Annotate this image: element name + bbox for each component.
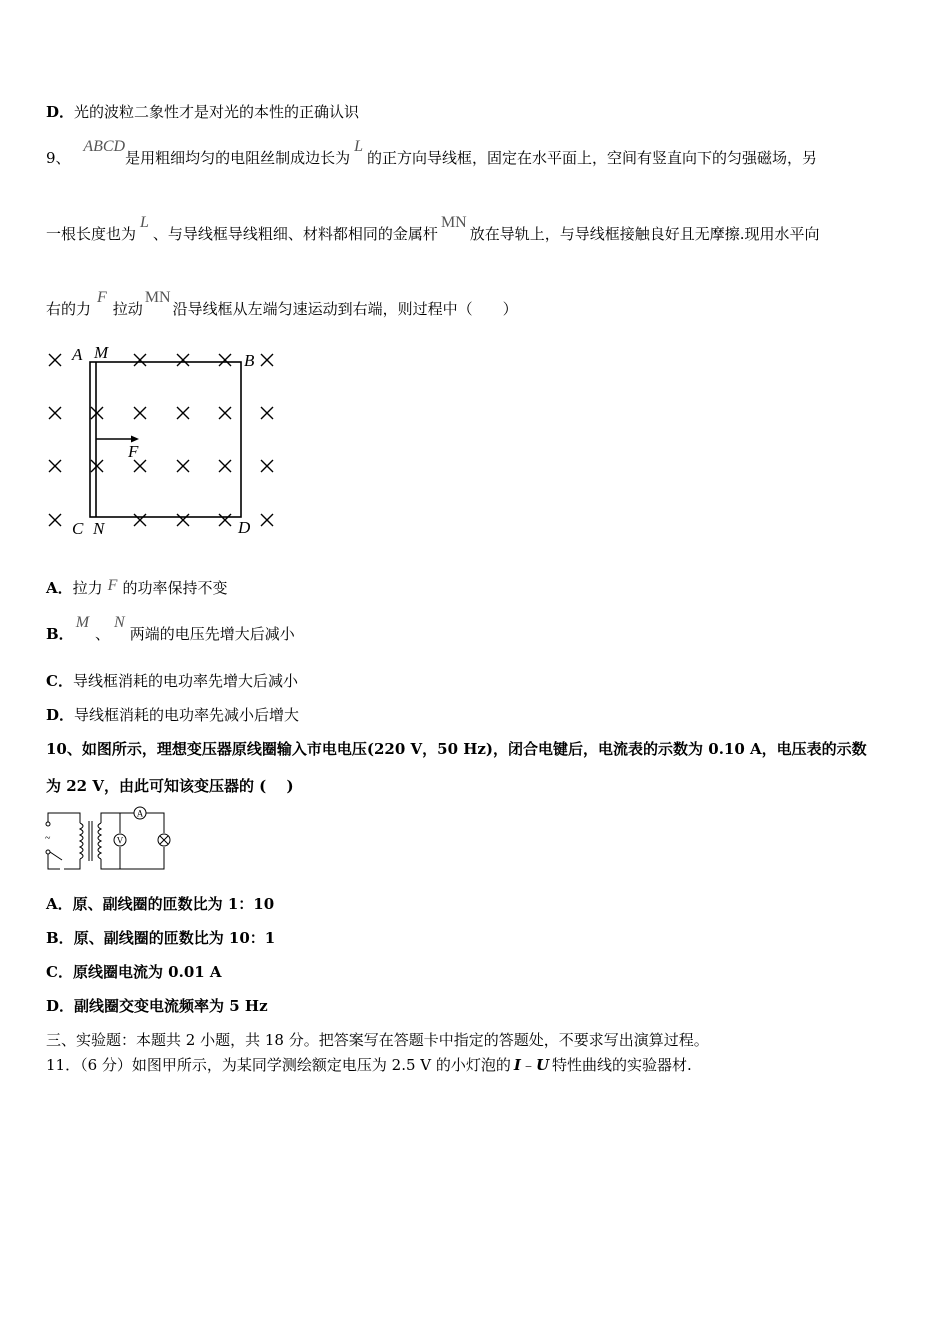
ammeter-label: A [136, 808, 144, 819]
symbol-mn: MN [440, 214, 467, 231]
option-label: A． [46, 895, 73, 913]
q11-text-pre: 11．（6 分）如图甲所示，为某同学测绘额定电压为 2.5 V 的小灯泡的 [46, 1056, 511, 1074]
secondary-wire-bottom [101, 847, 164, 869]
option-text: 导线框消耗的电功率先减小后增大 [74, 706, 300, 724]
option-text-pre: 拉力 [72, 579, 103, 597]
label-d: D [238, 518, 251, 537]
q9-line-2 [46, 214, 820, 245]
question-number: 9、 [46, 149, 71, 167]
q10-option-c [46, 962, 222, 982]
option-text: 原、副线圈的匝数比为 10：1 [73, 929, 276, 947]
label-n: N [93, 519, 105, 538]
option-separator: 、 [95, 625, 111, 643]
voltmeter-label: V [116, 835, 124, 846]
q9-text-2: 的正方向导线框，固定在水平面上，空间有竖直向下的匀强磁场，另 [367, 149, 818, 167]
q10-option-a [46, 894, 274, 914]
q9-line-3 [46, 289, 518, 320]
q10-option-b [46, 928, 275, 948]
q9-figure-magnetic-field [40, 340, 290, 545]
field-crosses [49, 354, 273, 526]
symbol-abcd: ABCD [83, 138, 126, 155]
symbol-f: F [97, 289, 107, 306]
option-label: B． [46, 625, 74, 643]
secondary-wire-top [101, 813, 164, 833]
q9-line-1 [46, 138, 818, 169]
label-m: M [94, 343, 109, 362]
option-text-post: 两端的电压先增大后减小 [129, 625, 295, 643]
q10-line-2: 为 22 V，由此可知该变压器的 ( ) [46, 777, 294, 795]
option-label: B． [46, 929, 74, 947]
symbol-l: L [140, 214, 149, 231]
q9-option-d [46, 705, 299, 725]
option-label: D． [46, 706, 75, 724]
symbol-f: F [107, 577, 118, 594]
dash: ﹣ [520, 1056, 536, 1074]
option-label: D． [46, 103, 75, 121]
option-label: C． [46, 672, 73, 690]
option-text: 原、副线圈的匝数比为 1：10 [72, 895, 275, 913]
q9-text-3: 一根长度也为 [46, 225, 137, 243]
option-text: 副线圈交变电流频率为 5 Hz [74, 997, 268, 1015]
primary-wire-left [48, 854, 60, 869]
primary-coil [80, 823, 83, 859]
q11-text-post: 特性曲线的实验器材. [552, 1056, 692, 1074]
q10-figure-transformer-circuit [40, 805, 175, 877]
option-text-post: 的功率保持不变 [122, 579, 228, 597]
q9-option-a [46, 578, 227, 599]
option-text: 光的波粒二象性才是对光的本性的正确认识 [74, 103, 360, 121]
terminal-bottom [46, 850, 50, 854]
q9-text-8: 沿导线框从左端匀速运动到右端，则过程中（ ） [172, 300, 518, 318]
secondary-coil [98, 823, 101, 859]
primary-wire-top [48, 813, 80, 823]
q10-option-d [46, 996, 268, 1016]
symbol-n: N [114, 614, 125, 631]
q9-text-5: 放在导轨上，与导线框接触良好且无摩擦.现用水平向 [469, 225, 820, 243]
primary-wire-bottom [64, 859, 80, 869]
switch [50, 852, 62, 860]
q8-option-d [46, 102, 359, 122]
option-label: D． [46, 997, 75, 1015]
label-b: B [244, 351, 255, 370]
q11-stem [46, 1055, 692, 1075]
symbol-u: U [535, 1056, 550, 1074]
q9-option-b [46, 614, 295, 645]
lamp-cross-icon [160, 836, 168, 844]
q9-text-7: 拉动 [112, 300, 143, 318]
symbol-mn: MN [144, 289, 171, 306]
section-3-heading: 三、实验题：本题共 2 小题，共 18 分。把答案写在答题卡中指定的答题处，不要求写出演算过程。 [46, 1031, 709, 1049]
option-label: C． [46, 963, 73, 981]
q9-text-6: 右的力 [46, 300, 92, 318]
terminal-top [46, 822, 50, 826]
option-text: 原线圈电流为 0.01 A [72, 963, 222, 981]
q9-text-1: 是用粗细均匀的电阻丝制成边长为 [125, 149, 351, 167]
symbol-l: L [354, 138, 364, 155]
symbol-i: I [513, 1056, 521, 1074]
symbol-m: M [75, 614, 90, 631]
q9-text-4: 、与导线框导线粗细、材料都相同的金属杆 [152, 225, 438, 243]
option-label: A． [46, 579, 73, 597]
label-c: C [72, 519, 84, 538]
label-a: A [72, 345, 83, 364]
q10-line-1: 10、如图所示，理想变压器原线圈输入市电电压(220 V，50 Hz)，闭合电键后，电流表的示数为 0.10 A，电压表的示数 [46, 740, 867, 758]
option-text: 导线框消耗的电功率先增大后减小 [72, 672, 298, 690]
label-f: F [128, 442, 139, 461]
ac-source-label: ~ [45, 833, 51, 844]
q9-option-c [46, 671, 298, 691]
